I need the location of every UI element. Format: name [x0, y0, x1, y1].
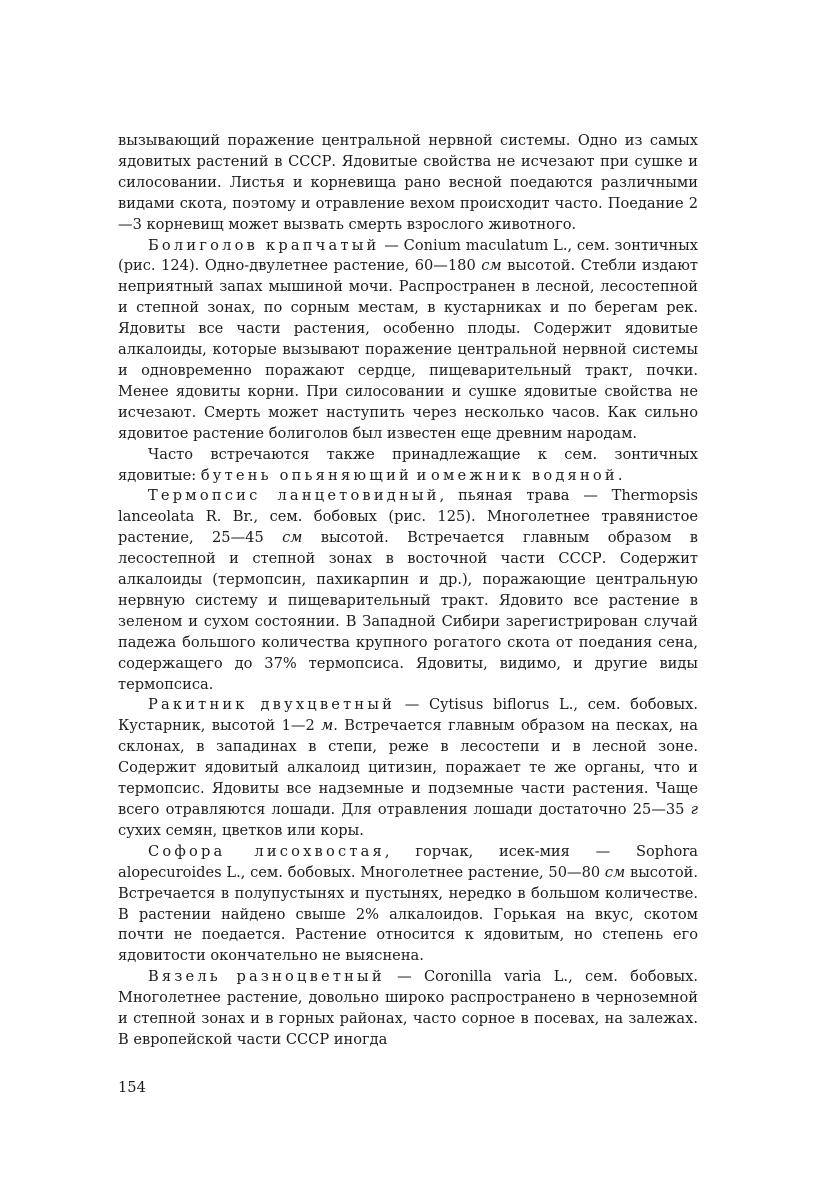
- text-run: — Cytisus biflorus L., сем. бобовых. Кустарник, высотой 1—2: [118, 696, 698, 735]
- page-number: 154: [118, 1079, 146, 1096]
- text-run: высотой. Встречается главным образом в лесостепной и степной зонах в восточной части СССР. Содержит алкалоиды (термопсин, пахикарпин и др.), поражающие центральную нервную систему и пищеварительный тракт. Ядовито все растение в зеленом и сухом состоянии. В Западной Сибири зарегистрирован случай падежа большого количества крупного рогатого скота от поедания сена, содержащего до 37% термопсиса. Ядовиты, видимо, и другие виды термопсиса.: [118, 529, 698, 693]
- unit-g: г: [690, 801, 698, 818]
- text-run: . Встречается главным образом на песках, на склонах, в западинах в степи, реже в лесостепи и в лесной зоне. Содержит ядовитый алкалоид цитизин, поражает те же органы, что и термопсис. Ядовиты все надземные и подземные части растения. Чаще всего отравляются лошади. Для отравления лошади достаточно 25—35: [118, 717, 699, 818]
- text-run: , пьяная трава — Thermopsis lanceolata R. Br., сем. бобовых (рис. 125). Многолетнее травянистое растение, 25—45: [118, 487, 698, 547]
- plant-name-sofora: Софора лисохвостая: [148, 842, 385, 860]
- text-run: Часто встречаются также принадлежащие к сем. зонтичных ядовитые:: [118, 445, 698, 484]
- plant-name-vyazel: Вязель разноцветный: [148, 968, 385, 986]
- plant-name-omezhnik: омежник водяной: [430, 466, 618, 484]
- text-run: и: [411, 466, 431, 484]
- unit-cm: см: [481, 257, 502, 275]
- text-run: сухих семян, цветков или коры.: [118, 821, 364, 839]
- text-run: — Coronilla varia L., сем. бобовых. Многолетнее растение, довольно широко распространено в черноземной и степной зонах и в горных районах, часто сорное в посевах, на залежах. В европейской части СССР иногда: [118, 968, 698, 1048]
- plant-name-termopsis: Термопсис ланцетовидный: [148, 487, 440, 505]
- paragraph-boligolov: [118, 236, 698, 445]
- paragraph-termopsis: [118, 486, 698, 695]
- text-run: — Conium maculatum L., сем. зонтичных (рис. 124). Одно-двулетнее растение, 60—180: [118, 236, 699, 275]
- paragraph-rakitnik: [118, 695, 698, 841]
- page-body: [118, 131, 698, 1051]
- unit-cm: см: [282, 529, 303, 547]
- plant-name-boligolov: Болиголов крапчатый: [148, 236, 380, 254]
- text-run: , горчак, исек-мия — Sophora alopecuroides L., сем. бобовых. Многолетнее растение, 50—80: [118, 842, 698, 881]
- paragraph-vyazel: [118, 967, 698, 1051]
- paragraph-vekh-end: [118, 131, 698, 236]
- text-run: высотой. Встречается в полупустынях и пустынях, нередко в большом количестве. В растении найдено свыше 2% алкалоидов. Горькая на вкус, скотом почти не поедается. Растение относится к ядовитым, но степень его ядовитости окончательно не выяснена.: [118, 863, 698, 965]
- plant-name-buten: бутень опьяняющий: [200, 466, 412, 484]
- plant-name-rakitnik: Ракитник двухцветный: [148, 696, 396, 714]
- text-run: .: [617, 466, 623, 484]
- unit-m: м: [321, 717, 334, 735]
- paragraph-umbellifers: [118, 445, 698, 487]
- paragraph-sofora: [118, 842, 698, 967]
- text-run: высотой. Стебли издают неприятный запах мышиной мочи. Распространен в лесной, лесостепной и степной зонах, по сорным местам, в кустарниках и по берегам рек. Ядовиты все части растения, особенно плоды. Содержит ядовитые алкалоиды, которые вызывают поражение центральной нервной системы и одновременно поражают сердце, пищеварительный тракт, почки. Менее ядовиты корни. При силосовании и сушке ядовитые свойства не исчезают. Смерть может наступить через несколько часов. Как сильно ядовитое растение болиголов был известен еще древним народам.: [118, 257, 698, 442]
- text-run: вызывающий поражение центральной нервной системы. Одно из самых ядовитых растений в СССР. Ядовитые свойства не исчезают при сушке и силосовании. Листья и корневища рано весной поедаются различными видами скота, поэтому и отравление вехом происходит часто. Поедание 2—3 корневищ может вызвать смерть взрослого животного.: [118, 132, 698, 233]
- unit-cm: см: [604, 863, 626, 881]
